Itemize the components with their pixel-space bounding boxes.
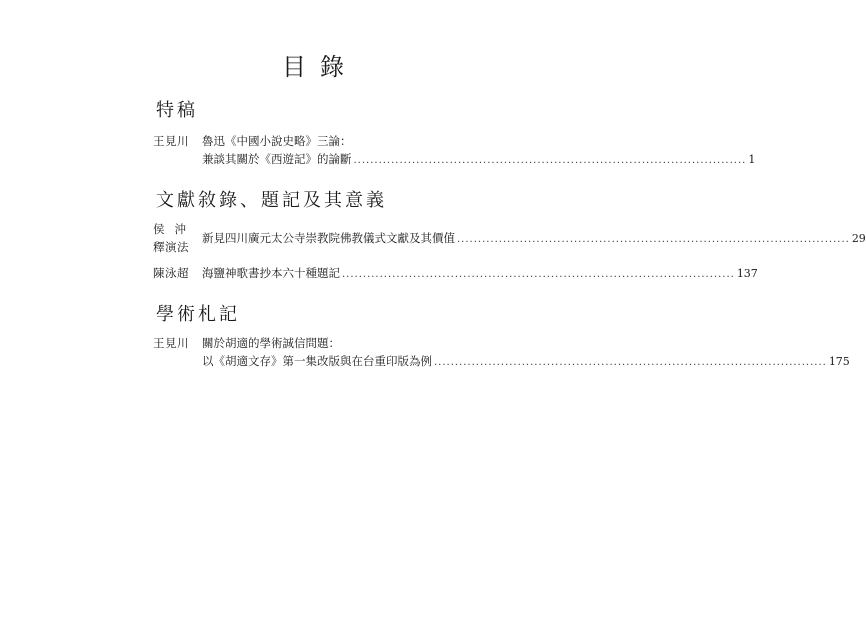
entry-author xyxy=(153,334,199,352)
dot-leader: .............................................................................................. xyxy=(353,155,747,166)
entry-title-line: 關於胡適的學術誠信問題： xyxy=(202,336,340,350)
toc-entry[interactable] xyxy=(153,334,850,370)
toc-entry[interactable] xyxy=(153,264,758,282)
entry-title-line: 魯迅《中國小說史略》三論： xyxy=(202,134,352,148)
entry-title-line: 兼談其關於《西遊記》的論斷 xyxy=(202,152,352,166)
toc-entry[interactable] xyxy=(153,220,866,256)
entry-title xyxy=(202,229,866,247)
author-name: 釋演法 xyxy=(153,240,189,254)
author-name: 侯沖 xyxy=(153,222,196,236)
entry-author xyxy=(153,264,199,282)
dot-leader: .............................................................................................. xyxy=(342,269,735,280)
entry-title-line: 海鹽神歌書抄本六十種題記 xyxy=(202,266,340,280)
author-name: 陳泳超 xyxy=(153,266,189,280)
dot-leader: .............................................................................................. xyxy=(457,234,850,245)
dot-leader: .............................................................................................. xyxy=(434,357,827,368)
entry-title xyxy=(202,334,850,370)
entry-page-number: 175 xyxy=(828,355,850,368)
author-name: 王見川 xyxy=(153,134,189,148)
toc-entry[interactable] xyxy=(153,132,756,168)
entry-title xyxy=(202,132,756,168)
entry-author xyxy=(153,220,199,256)
entry-page-number: 29 xyxy=(851,232,866,245)
entry-author xyxy=(153,132,199,150)
section-heading-notes: 學術札記 xyxy=(156,304,240,325)
entry-title-line: 新見四川廣元太公寺崇教院佛教儀式文獻及其價值 xyxy=(202,231,455,245)
entry-page-number: 137 xyxy=(736,267,758,280)
entry-title-line: 以《胡適文存》第一集改版與在台重印版為例 xyxy=(202,354,432,368)
entry-title xyxy=(202,264,758,282)
section-heading-documents: 文獻敘錄、題記及其意義 xyxy=(156,190,387,211)
entry-page-number: 1 xyxy=(748,153,756,166)
toc-title: 目錄 xyxy=(282,53,358,81)
section-heading-special: 特稿 xyxy=(156,100,198,121)
author-name: 王見川 xyxy=(153,336,189,350)
